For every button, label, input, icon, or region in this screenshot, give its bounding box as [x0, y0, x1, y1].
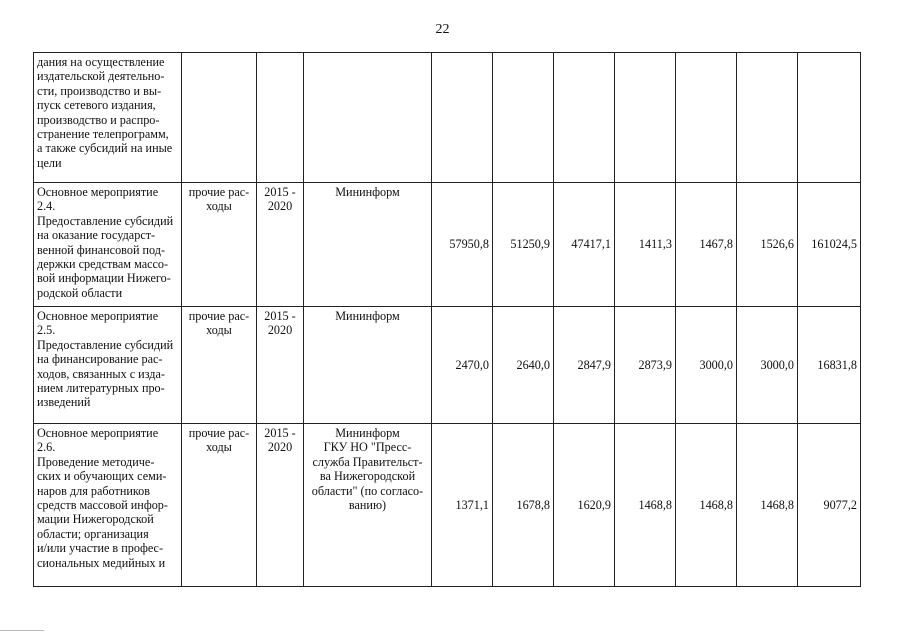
- amount-cell: 2873,9: [615, 307, 676, 424]
- amount-cell: 1468,8: [615, 424, 676, 587]
- activity-name-cell-line: ских и обучающих семи-: [37, 469, 167, 484]
- amount-cell: 3000,0: [676, 307, 737, 424]
- activity-name-cell-line: сти, производство и вы-: [37, 83, 162, 98]
- period-cell-line: 2020: [267, 440, 293, 455]
- amount-cell: 3000,0: [737, 307, 798, 424]
- activity-name-cell: [34, 424, 182, 587]
- activity-name-cell-line: производство и распро-: [37, 112, 160, 127]
- period-cell-line: 2015 -: [264, 185, 296, 199]
- activity-name-cell: [34, 183, 182, 307]
- period-cell-line: 2015 -: [264, 309, 296, 323]
- activity-name-cell-line: родской области: [37, 285, 123, 300]
- activity-name-cell-line: Основное мероприятие: [37, 426, 159, 440]
- expense-type-cell: [182, 307, 257, 424]
- activity-name-cell-line: Проведение методиче-: [37, 454, 155, 469]
- amount-cell: 1371,1: [432, 424, 493, 587]
- activity-name-cell-line: 2.5.: [37, 323, 56, 338]
- amount-cell: [432, 53, 493, 183]
- activity-name-cell-line: а также субсидий на иные: [37, 141, 173, 156]
- expense-type-cell-line: прочие рас-: [188, 185, 250, 199]
- amount-cell: 1678,8: [493, 424, 554, 587]
- amount-cell: 2847,9: [554, 307, 615, 424]
- table-row: [34, 424, 861, 587]
- amount-cell: [798, 53, 861, 183]
- table-row: [34, 53, 861, 183]
- activity-name-cell-line: издательской деятельно-: [37, 69, 165, 84]
- expense-type-cell-line: ходы: [206, 440, 232, 455]
- period-cell: [257, 307, 304, 424]
- period-cell-line: 2015 -: [264, 426, 296, 440]
- period-cell: [257, 424, 304, 587]
- activity-name-cell-line: дания на осуществление: [37, 55, 165, 69]
- amount-cell: 1620,9: [554, 424, 615, 587]
- amount-cell: [493, 53, 554, 183]
- amount-cell: [615, 53, 676, 183]
- activity-name-cell-line: Предоставление субсидий: [37, 213, 174, 228]
- table-row: [34, 183, 861, 307]
- activity-name-cell-line: изведений: [37, 395, 91, 410]
- activity-name-cell-line: и/или участие в профес-: [37, 541, 164, 556]
- expense-type-cell-line: прочие рас-: [188, 309, 250, 323]
- activity-name-cell-line: ходов, связанных с изда-: [37, 366, 165, 381]
- activity-name-cell-line: венной финансовой под-: [37, 242, 166, 257]
- activity-name-cell: [34, 307, 182, 424]
- executor-cell-line: Мининформ: [335, 185, 400, 199]
- executor-cell-line: ва Нижегородской: [319, 469, 416, 484]
- activity-name-cell-line: средств массовой инфор-: [37, 498, 168, 513]
- activity-name-cell-line: нием литературных про-: [37, 381, 165, 396]
- executor-cell: [304, 307, 432, 424]
- amount-cell: 51250,9: [493, 183, 554, 307]
- page-number: 22: [435, 22, 450, 37]
- amount-cell: 1468,8: [737, 424, 798, 587]
- executor-cell-line: ГКУ НО "Пресс-: [323, 440, 412, 455]
- period-cell: [257, 183, 304, 307]
- activity-name-cell-line: странение телепрограмм,: [37, 127, 169, 142]
- activity-name-cell: [34, 53, 182, 183]
- amount-cell: 1467,8: [676, 183, 737, 307]
- amount-cell: 161024,5: [798, 183, 861, 307]
- activity-name-cell-line: наров для работников: [37, 483, 151, 498]
- activity-name-cell-line: Предоставление субсидий: [37, 337, 174, 352]
- activity-name-cell-line: 2.6.: [37, 440, 56, 455]
- activity-name-cell-line: Основное мероприятие: [37, 185, 159, 199]
- activity-name-cell-line: держки средствам массо-: [37, 257, 169, 272]
- expense-type-cell-line: прочие рас-: [188, 426, 250, 440]
- expense-type-cell: [182, 53, 257, 183]
- amount-cell: [676, 53, 737, 183]
- activity-name-cell-line: 2.4.: [37, 199, 56, 214]
- amount-cell: 1468,8: [676, 424, 737, 587]
- amount-cell: 47417,1: [554, 183, 615, 307]
- table-row: [34, 307, 861, 424]
- table-body: [34, 53, 861, 587]
- amount-cell: 9077,2: [798, 424, 861, 587]
- program-budget-table: [33, 52, 861, 587]
- period-cell-line: 2020: [267, 199, 293, 214]
- executor-cell: [304, 183, 432, 307]
- executor-cell: [304, 424, 432, 587]
- activity-name-cell-line: на оказание государст-: [37, 228, 156, 243]
- expense-type-cell: [182, 424, 257, 587]
- amount-cell: 1411,3: [615, 183, 676, 307]
- amount-cell: [554, 53, 615, 183]
- amount-cell: [737, 53, 798, 183]
- executor-cell-line: Мининформ: [335, 426, 400, 440]
- page-edge-mark: [0, 630, 44, 631]
- activity-name-cell-line: Основное мероприятие: [37, 309, 159, 323]
- expense-type-cell-line: ходы: [206, 199, 232, 214]
- activity-name-cell-line: области; организация: [37, 526, 149, 541]
- executor-cell-line: служба Правительст-: [312, 454, 423, 469]
- expense-type-cell-line: ходы: [206, 323, 232, 338]
- executor-cell-line: Мининформ: [335, 309, 400, 323]
- activity-name-cell-line: вой информации Нижего-: [37, 271, 171, 286]
- amount-cell: 57950,8: [432, 183, 493, 307]
- expense-type-cell: [182, 183, 257, 307]
- amount-cell: 1526,6: [737, 183, 798, 307]
- period-cell: [257, 53, 304, 183]
- executor-cell: [304, 53, 432, 183]
- activity-name-cell-line: пуск сетевого издания,: [37, 98, 156, 113]
- activity-name-cell-line: мации Нижегородской: [37, 512, 154, 527]
- activity-name-cell-line: сиональных медийных и: [37, 555, 166, 570]
- activity-name-cell-line: цели: [37, 155, 62, 170]
- amount-cell: 16831,8: [798, 307, 861, 424]
- amount-cell: 2640,0: [493, 307, 554, 424]
- executor-cell-line: ванию): [348, 498, 387, 513]
- amount-cell: 2470,0: [432, 307, 493, 424]
- activity-name-cell-line: на финансирование рас-: [37, 352, 163, 367]
- executor-cell-line: области" (по согласо-: [311, 483, 424, 498]
- period-cell-line: 2020: [267, 323, 293, 338]
